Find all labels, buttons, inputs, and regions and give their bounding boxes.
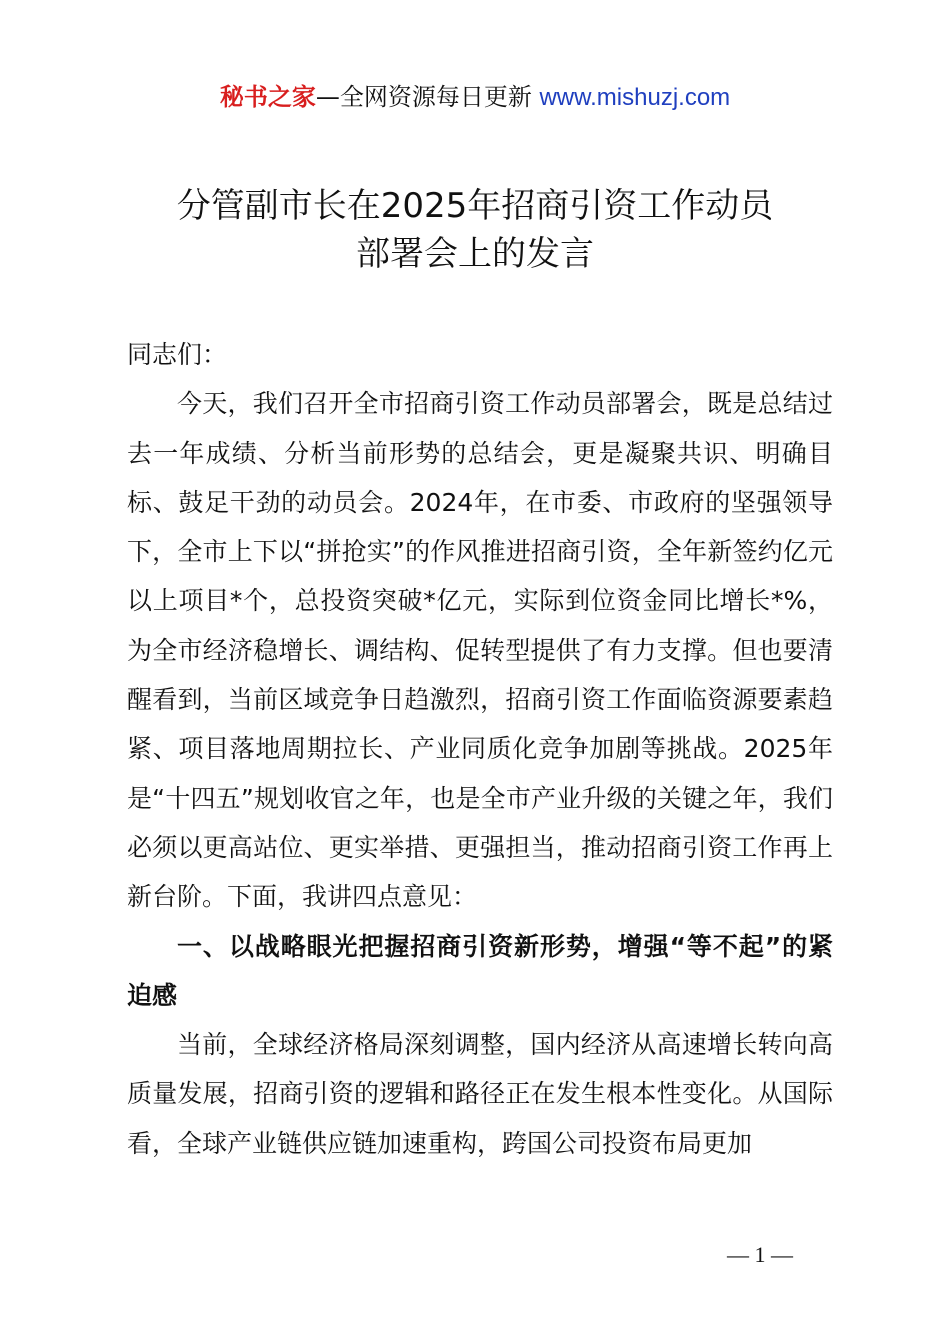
title-line-1: 分管副市长在2025年招商引资工作动员 bbox=[176, 186, 774, 226]
title-line-2: 部署会上的发言 bbox=[356, 234, 594, 274]
site-url-link[interactable]: www.mishuzj.com bbox=[539, 84, 731, 111]
page-number: — 1 — bbox=[727, 1242, 793, 1267]
body-paragraph-1: 今天，我们召开全市招商引资工作动员部署会，既是总结过去一年成绩、分析当前形势的总结会，更是凝聚共识、明确目标、鼓足干劲的动员会。2024年，在市委、市政府的坚强领导下，全市上下以“拼抢实”的作风推进招商引资，全年新签约亿元以上项目*个，总投资突破*亿元，实际到位资金同比增长*%，为全市经济稳增长、调结构、促转型提供了有力支撑。但也要清醒看到，当前区域竞争日趋激烈，招商引资工作面临资源要素趋紧、项目落地周期拉长、产业同质化竞争加剧等挑战。2025年是“十四五”规划收官之年，也是全市产业升级的关键之年，我们必须以更高站位、更实举措、更强担当，推动招商引资工作再上新台阶。下面，我讲四点意见： bbox=[127, 389, 833, 912]
body-paragraph-2: 当前，全球经济格局深刻调整，国内经济从高速增长转向高质量发展，招商引资的逻辑和路径正在发生根本性变化。从国际看，全球产业链供应链加速重构，跨国公司投资布局更加 bbox=[127, 1030, 833, 1158]
section-heading-1: 一、以战略眼光把握招商引资新形势，增强“等不起”的紧迫感 bbox=[127, 931, 833, 1010]
site-brand: 秘书之家 bbox=[219, 83, 316, 111]
document-body bbox=[127, 330, 833, 1168]
site-header bbox=[0, 80, 950, 115]
site-tagline: —全网资源每日更新 bbox=[315, 83, 532, 111]
salutation: 同志们： bbox=[127, 340, 228, 369]
document-title bbox=[100, 182, 850, 278]
